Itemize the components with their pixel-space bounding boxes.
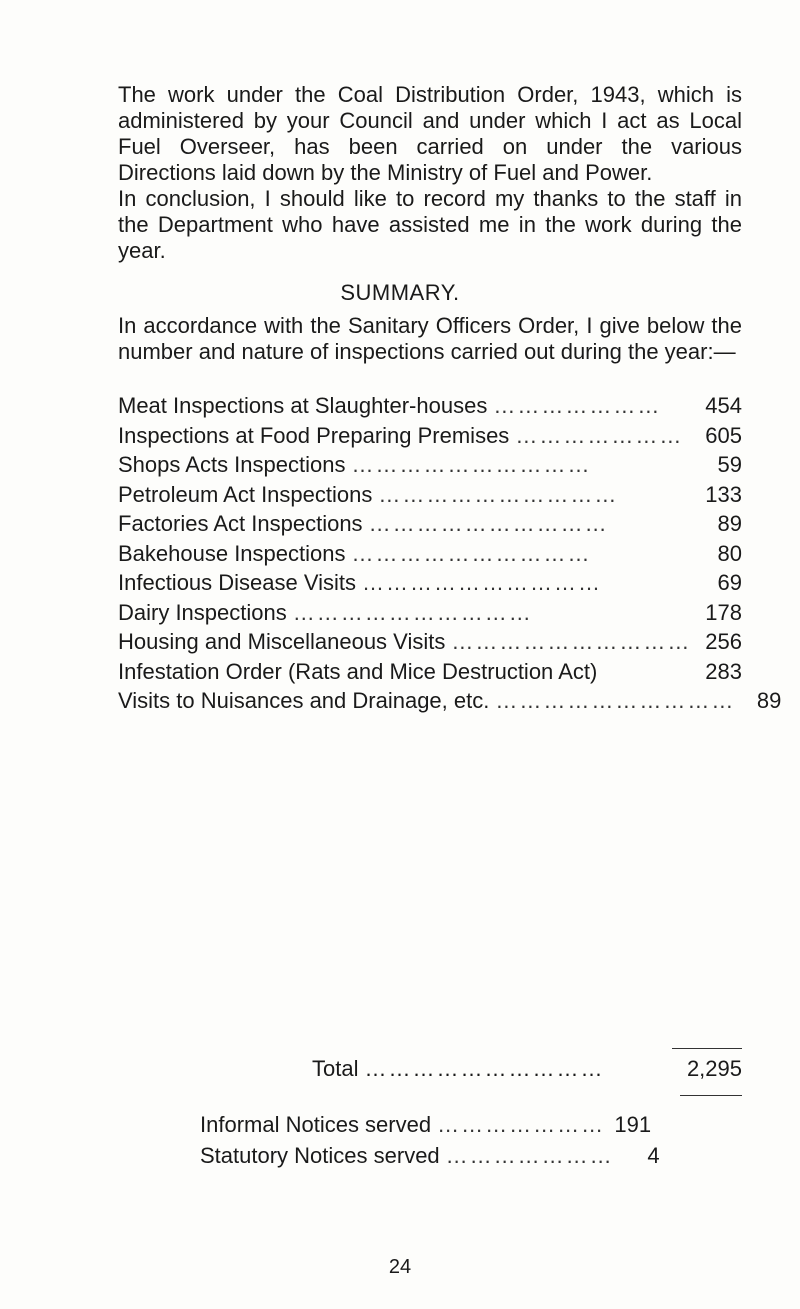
leader-dots: …………………………	[378, 481, 619, 507]
item-label: Shops Acts Inspections	[118, 452, 346, 477]
list-item	[118, 570, 742, 600]
summary-heading: SUMMARY.	[340, 280, 460, 305]
leader-dots: …………………………	[451, 629, 692, 654]
item-label: Visits to Nuisances and Drainage, etc.	[118, 688, 490, 713]
list-item	[118, 688, 782, 718]
list-item	[118, 452, 742, 482]
item-label: Infectious Disease Visits	[118, 570, 357, 595]
list-item	[118, 511, 742, 541]
list-item	[118, 600, 742, 630]
list-item	[200, 1143, 660, 1174]
item-value: 69	[717, 570, 742, 595]
list-item	[200, 1112, 652, 1143]
leader-dots: …………………	[437, 1112, 606, 1137]
list-item	[118, 629, 742, 659]
total-row	[312, 1056, 742, 1082]
item-value: 256	[705, 629, 742, 654]
item-value: 605	[705, 422, 742, 448]
notice-value: 191	[614, 1112, 652, 1137]
item-value: 178	[705, 599, 742, 625]
item-label: Petroleum Act Inspections	[118, 481, 373, 507]
leader-dots: …………………………	[292, 599, 533, 625]
leader-dots: …………………	[515, 422, 684, 448]
item-value: 454	[705, 393, 742, 418]
leader-dots: …………………………	[362, 570, 603, 595]
inspection-summary-list	[118, 393, 782, 718]
total-label: Total	[312, 1056, 359, 1081]
item-value: 89	[717, 511, 742, 536]
item-label: Infestation Order (Rats and Mice Destruction Act)	[118, 658, 598, 684]
item-label: Dairy Inspections	[118, 599, 287, 625]
item-label: Housing and Miscellaneous Visits	[118, 629, 446, 654]
leader-dots: …………………………	[351, 452, 592, 477]
total-rule-bottom	[680, 1095, 742, 1096]
item-label: Inspections at Food Preparing Premises	[118, 422, 510, 448]
leader-dots: …………………………	[364, 1056, 605, 1081]
leader-dots: …………………………	[351, 540, 592, 566]
item-value: 133	[705, 481, 742, 507]
paragraph-sanitary-order: In accordance with the Sanitary Officers Order, I give below the number and nature of inspections carried out during the year:—	[118, 313, 742, 364]
notice-value: 4	[647, 1143, 660, 1168]
leader-dots: …………………………	[495, 688, 736, 713]
item-value: 59	[717, 452, 742, 477]
paragraph-conclusion: In conclusion, I should like to record my thanks to the staff in the Department who have assisted me in the work during the year.	[118, 186, 742, 263]
item-label: Factories Act Inspections	[118, 511, 363, 536]
list-item	[118, 482, 742, 512]
leader-dots: …………………	[445, 1143, 614, 1168]
total-value: 2,295	[686, 1056, 742, 1081]
list-item	[118, 541, 742, 571]
total-rule-top	[672, 1048, 742, 1049]
item-label: Meat Inspections at Slaughter-houses	[118, 393, 488, 418]
page-number: 24	[388, 1256, 412, 1278]
item-value: 89	[756, 688, 782, 713]
item-label: Bakehouse Inspections	[118, 540, 346, 566]
leader-dots: …………………………	[368, 511, 609, 536]
notices-list	[200, 1112, 660, 1174]
paragraph-coal-distribution: The work under the Coal Distribution Order, 1943, which is administered by your Council and under which I act as Local Fuel Overseer, has been carried on under the various Directions laid down by the Ministry of Fuel and Power.	[118, 82, 742, 185]
item-value: 80	[717, 540, 742, 566]
notice-label: Informal Notices served	[200, 1112, 432, 1137]
list-item	[118, 659, 742, 689]
notice-label: Statutory Notices served	[200, 1143, 440, 1168]
leader-dots: …………………	[493, 393, 662, 418]
list-item	[118, 393, 742, 423]
list-item	[118, 423, 742, 453]
item-value: 283	[705, 658, 742, 684]
